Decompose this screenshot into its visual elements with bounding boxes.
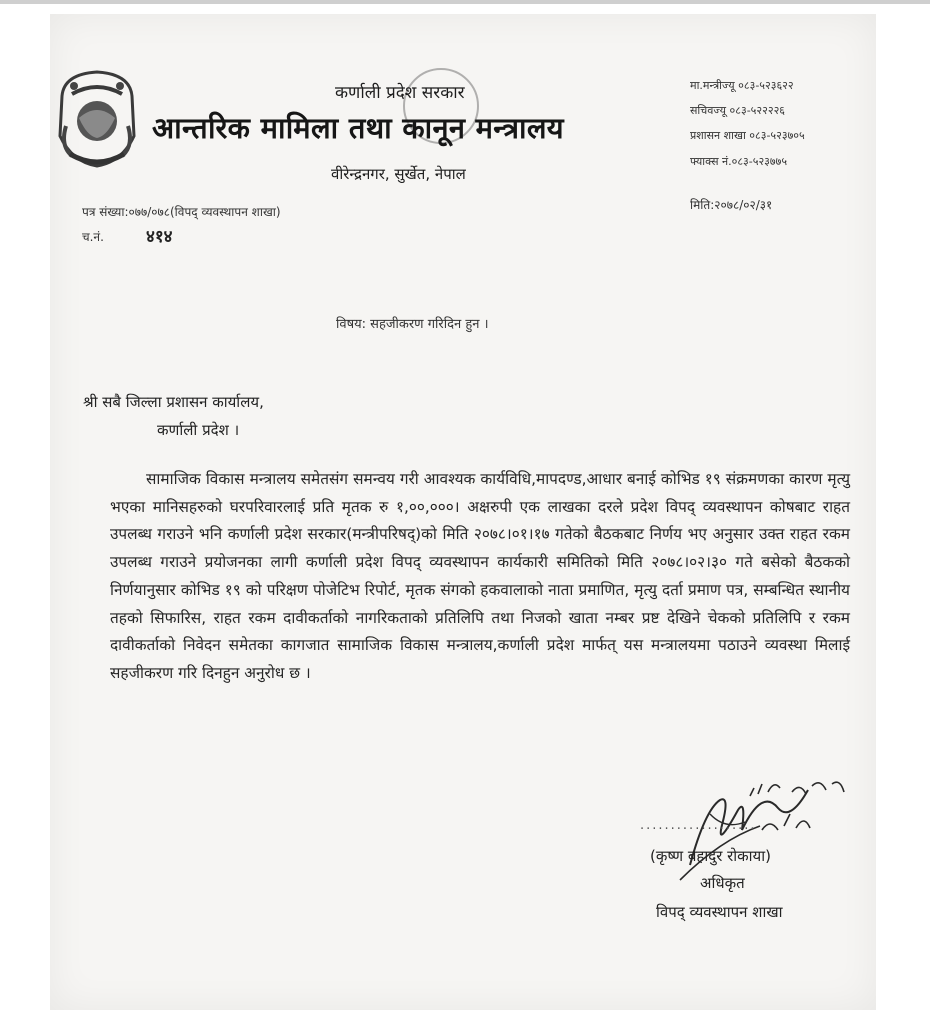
letter-date: मिति:२०७८/०२/३१ — [690, 198, 773, 212]
dispatch-number: ४१४ — [146, 227, 173, 247]
dispatch-number-label: च.नं. — [82, 230, 104, 244]
signatory-title: अधिकृत — [700, 874, 745, 892]
addressee-line: कर्णाली प्रदेश । — [157, 421, 240, 439]
contact-line: मा.मन्त्रीज्यू ०८३-५२३६२२ — [690, 79, 794, 92]
contact-line: प्रशासन शाखा ०८३-५२३७०५ — [690, 129, 805, 142]
signatory-section: विपद् व्यवस्थापन शाखा — [656, 903, 783, 921]
signatory-name: (कृष्ण बहादुर रोकाया) — [650, 847, 771, 865]
ministry-name: आन्तरिक मामिला तथा कानून मन्त्रालय — [152, 111, 564, 145]
contact-line: सचिवज्यू ०८३-५२२२२६ — [690, 104, 786, 117]
top-border — [0, 0, 930, 4]
contact-line: फ्याक्स नं.०८३-५२३७७५ — [690, 155, 788, 168]
government-name: कर्णाली प्रदेश सरकार — [335, 83, 465, 103]
addressee-line: श्री सबै जिल्ला प्रशासन कार्यालय, — [83, 393, 264, 411]
letter-body: सामाजिक विकास मन्त्रालय समेतसंग समन्वय गरी आवश्यक कार्यविधि,मापदण्ड,आधार बनाई कोभिड १९ संक्रमणका कारण मृत्यु भएका मानिसहरुको घरपरिवारलाई प्रति मृतक रु १,००,०००। अक्षरुपी एक लाखका दरले प्रदेश विपद् व्यवस्थापन कोषबाट राहत उपलब्ध गराउने भनि कर्णाली प्रदेश सरकार(मन्त्रीपरिषद्)को मिति २०७८।०१।१७ गतेको बैठकबाट निर्णय भए अनुसार उक्त राहत रकम उपलब्ध गराउने प्रयोजनका लागी कर्णाली प्रदेश विपद् व्यवस्थापन कार्यकारी समितिको मिति २०७८।०२।३० गते बसेको बैठकको निर्णयानुसार कोभिड १९ को परिक्षण पोजेटिभ रिपोर्ट, मृतक संगको हकवालाको नाता प्रमाणित, मृत्यु दर्ता प्रमाण पत्र, सम्बन्धित स्थानीय तहको सिफारिस, राहत रकम दावीकर्ताको नागरिकताको प्रतिलिपि तथा निजको खाता नम्बर प्रष्ट देखिने चेकको प्रतिलिपि र रकम दावीकर्ताको निवेदन समेतका कागजात सामाजिक विकास मन्त्रालय,कर्णाली प्रदेश मार्फत् यस मन्त्रालयमा पठाउने व्यवस्था मिलाई सहजीकरण गरि दिनहुन अनुरोध छ । — [110, 470, 850, 682]
letter-subject: विषय: सहजीकरण गरिदिन हुन । — [336, 317, 489, 332]
signature-line: ................... — [640, 818, 757, 833]
ministry-address: वीरेन्द्रनगर, सुर्खेत, नेपाल — [331, 165, 466, 183]
nepal-emblem-icon — [52, 66, 142, 170]
reference-number: पत्र संख्या:०७७/०७८(विपद् व्यवस्थापन शाखा) — [82, 205, 281, 219]
